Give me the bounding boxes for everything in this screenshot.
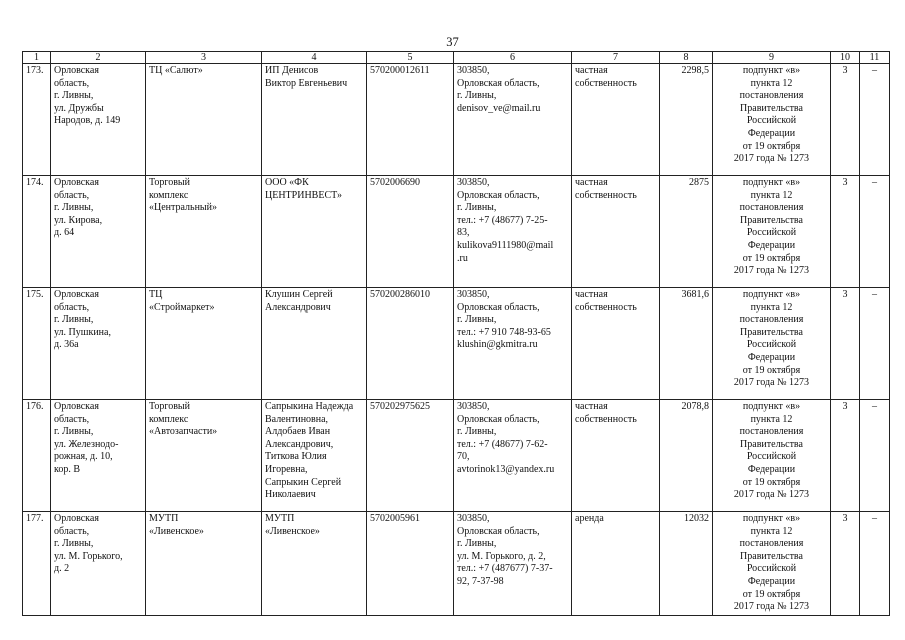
column-header: 3 bbox=[146, 52, 262, 64]
column-header: 7 bbox=[572, 52, 660, 64]
ownership-cell: частная собственность bbox=[572, 176, 660, 288]
column-header: 9 bbox=[713, 52, 831, 64]
address-cell: Орловская область, г. Ливны, ул. М. Горького, д. 2 bbox=[51, 512, 146, 616]
area-cell: 12032 bbox=[660, 512, 713, 616]
row-number: 177. bbox=[23, 512, 51, 616]
table-row bbox=[23, 400, 890, 512]
col10-cell: 3 bbox=[831, 512, 860, 616]
column-header: 10 bbox=[831, 52, 860, 64]
area-cell: 2298,5 bbox=[660, 64, 713, 176]
header-row bbox=[23, 52, 890, 64]
col11-cell: – bbox=[860, 288, 890, 400]
ownership-cell: частная собственность bbox=[572, 288, 660, 400]
row-number: 175. bbox=[23, 288, 51, 400]
area-cell: 3681,6 bbox=[660, 288, 713, 400]
registry-table bbox=[22, 51, 890, 616]
object-cell: Торговый комплекс «Автозапчасти» bbox=[146, 400, 262, 512]
column-header: 6 bbox=[454, 52, 572, 64]
object-cell: МУТП «Ливенское» bbox=[146, 512, 262, 616]
owner-cell: Клушин Сергей Александрович bbox=[262, 288, 367, 400]
column-header: 1 bbox=[23, 52, 51, 64]
col11-cell: – bbox=[860, 512, 890, 616]
col11-cell: – bbox=[860, 176, 890, 288]
column-header: 2 bbox=[51, 52, 146, 64]
address-cell: Орловская область, г. Ливны, ул. Пушкина, д. 36а bbox=[51, 288, 146, 400]
basis-cell: подпункт «в» пункта 12 постановления Правительства Российской Федерации от 19 октября 2017 года № 1273 bbox=[713, 288, 831, 400]
inn-cell: 570200286010 bbox=[367, 288, 454, 400]
basis-cell: подпункт «в» пункта 12 постановления Правительства Российской Федерации от 19 октября 2017 года № 1273 bbox=[713, 512, 831, 616]
col10-cell: 3 bbox=[831, 400, 860, 512]
row-number: 176. bbox=[23, 400, 51, 512]
column-header: 4 bbox=[262, 52, 367, 64]
owner-cell: Сапрыкина Надежда Валентиновна, Алдобаев Иван Александрович, Титкова Юлия Игоревна, Сапрыкин Сергей Николаевич bbox=[262, 400, 367, 512]
table-row bbox=[23, 64, 890, 176]
basis-cell: подпункт «в» пункта 12 постановления Правительства Российской Федерации от 19 октября 2017 года № 1273 bbox=[713, 176, 831, 288]
contacts-cell: 303850, Орловская область, г. Ливны, denisov_ve@mail.ru bbox=[454, 64, 572, 176]
col10-cell: 3 bbox=[831, 288, 860, 400]
inn-cell: 5702005961 bbox=[367, 512, 454, 616]
table-row bbox=[23, 176, 890, 288]
col10-cell: 3 bbox=[831, 176, 860, 288]
object-cell: ТЦ «Строймаркет» bbox=[146, 288, 262, 400]
col11-cell: – bbox=[860, 400, 890, 512]
owner-cell: ИП Денисов Виктор Евгеньевич bbox=[262, 64, 367, 176]
contacts-cell: 303850, Орловская область, г. Ливны, тел.: +7 (48677) 7-25- 83, kulikova9111980@mail .ru bbox=[454, 176, 572, 288]
page-number: 37 bbox=[446, 35, 459, 49]
owner-cell: МУТП «Ливенское» bbox=[262, 512, 367, 616]
basis-cell: подпункт «в» пункта 12 постановления Правительства Российской Федерации от 19 октября 2017 года № 1273 bbox=[713, 64, 831, 176]
column-header: 5 bbox=[367, 52, 454, 64]
inn-cell: 5702006690 bbox=[367, 176, 454, 288]
ownership-cell: аренда bbox=[572, 512, 660, 616]
table-row bbox=[23, 288, 890, 400]
object-cell: Торговый комплекс «Центральный» bbox=[146, 176, 262, 288]
column-header: 11 bbox=[860, 52, 890, 64]
ownership-cell: частная собственность bbox=[572, 64, 660, 176]
row-number: 174. bbox=[23, 176, 51, 288]
contacts-cell: 303850, Орловская область, г. Ливны, ул. М. Горького, д. 2, тел.: +7 (487677) 7-37- 92, 7-37-98 bbox=[454, 512, 572, 616]
ownership-cell: частная собственность bbox=[572, 400, 660, 512]
contacts-cell: 303850, Орловская область, г. Ливны, тел.: +7 (48677) 7-62- 70, avtorinok13@yandex.ru bbox=[454, 400, 572, 512]
area-cell: 2875 bbox=[660, 176, 713, 288]
row-number: 173. bbox=[23, 64, 51, 176]
object-cell: ТЦ «Салют» bbox=[146, 64, 262, 176]
inn-cell: 570200012611 bbox=[367, 64, 454, 176]
col11-cell: – bbox=[860, 64, 890, 176]
contacts-cell: 303850, Орловская область, г. Ливны, тел.: +7 910 748-93-65 klushin@gkmitra.ru bbox=[454, 288, 572, 400]
owner-cell: ООО «ФК ЦЕНТРИНВЕСТ» bbox=[262, 176, 367, 288]
address-cell: Орловская область, г. Ливны, ул. Кирова, д. 64 bbox=[51, 176, 146, 288]
col10-cell: 3 bbox=[831, 64, 860, 176]
address-cell: Орловская область, г. Ливны, ул. Железнодо- рожная, д. 10, кор. В bbox=[51, 400, 146, 512]
basis-cell: подпункт «в» пункта 12 постановления Правительства Российской Федерации от 19 октября 2017 года № 1273 bbox=[713, 400, 831, 512]
inn-cell: 570202975625 bbox=[367, 400, 454, 512]
table-row bbox=[23, 512, 890, 616]
column-header: 8 bbox=[660, 52, 713, 64]
area-cell: 2078,8 bbox=[660, 400, 713, 512]
address-cell: Орловская область, г. Ливны, ул. Дружбы Народов, д. 149 bbox=[51, 64, 146, 176]
